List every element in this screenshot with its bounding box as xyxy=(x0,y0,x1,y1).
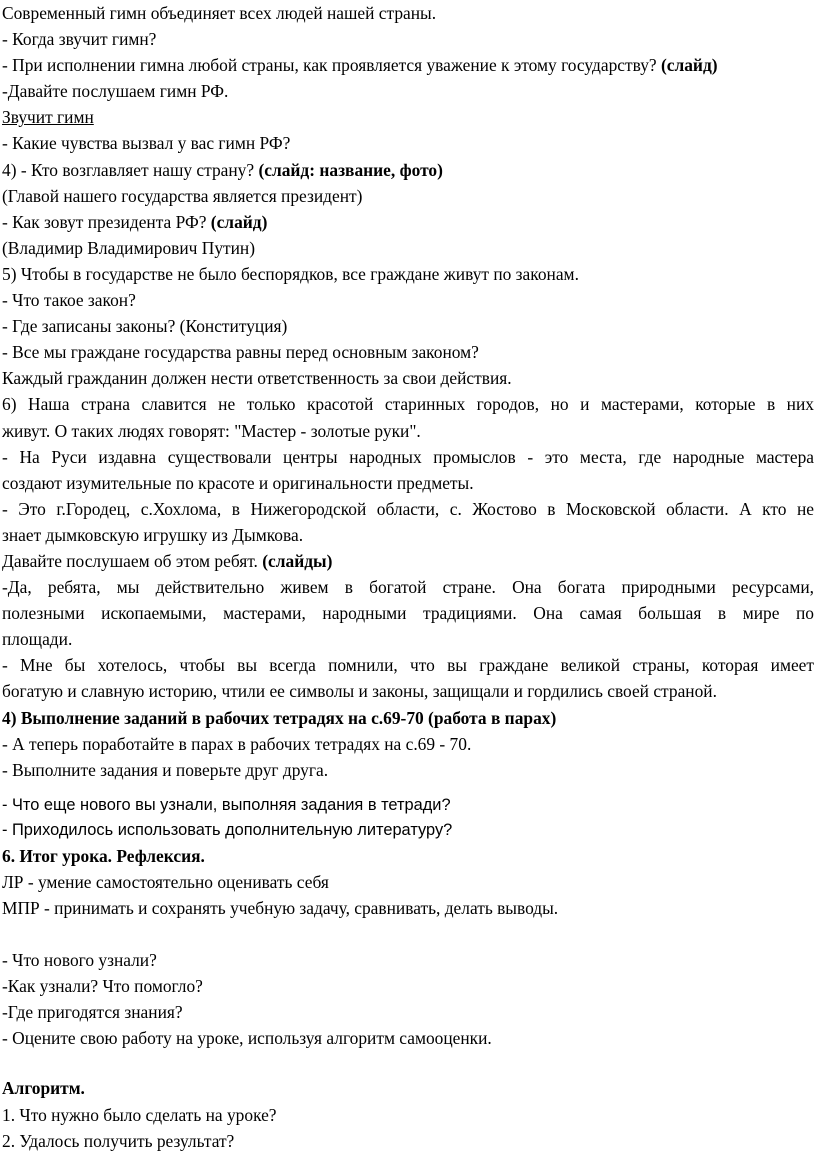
slide-note: (слайд) xyxy=(660,55,718,76)
section-heading: Алгоритм. xyxy=(2,1078,85,1099)
text-line: - Выполните задания и поверьте друг друга. xyxy=(2,759,329,780)
text-line xyxy=(2,52,814,78)
text-line: - Мне бы хотелось, чтобы вы всегда помнили, что вы граждане великой страны, которая имеет xyxy=(2,655,814,676)
text-line: - Все мы граждане государства равны перед основным законом? xyxy=(2,342,479,363)
text-line: 2. Удалось получить результат? xyxy=(2,1130,235,1151)
text-line: - Когда звучит гимн? xyxy=(2,29,157,50)
text-line: полезными ископаемыми, мастерами, народными традициями. Она самая большая в мире по xyxy=(2,603,814,624)
text-line: ЛР - умение самостоятельно оценивать себя xyxy=(2,871,329,892)
slide-note: (слайды) xyxy=(262,550,333,571)
text-line: - На Руси издавна существовали центры народных промыслов - это места, где народные мастера xyxy=(2,446,814,467)
text-line: - Оцените свою работу на уроке, используя алгоритм самооценки. xyxy=(2,1028,492,1049)
text-line: 6) Наша страна славится не только красотой старинных городов, но и мастерами, которые в них xyxy=(2,394,814,415)
text-line: -Где пригодятся знания? xyxy=(2,1002,183,1023)
line-text: - Как зовут президента РФ? xyxy=(2,211,211,232)
text-line xyxy=(2,548,814,574)
line-text: - При исполнении гимна любой страны, как проявляется уважение к этому государству? xyxy=(2,55,661,76)
text-line: богатую и славную историю, чтили ее символы и законы, защищали и гордились своей страной. xyxy=(2,681,717,702)
text-line: - А теперь поработайте в парах в рабочих тетрадях на с.69 - 70. xyxy=(2,733,472,754)
section-heading: 4) Выполнение заданий в рабочих тетрадях на с.69-70 (работа в парах) xyxy=(2,707,557,728)
section-heading: 6. Итог урока. Рефлексия. xyxy=(2,845,205,866)
paragraph-gap xyxy=(2,1051,814,1075)
text-line: МПР - принимать и сохранять учебную задачу, сравнивать, делать выводы. xyxy=(2,898,559,918)
text-line: -Давайте послушаем гимн РФ. xyxy=(2,81,229,102)
text-line: 5) Чтобы в государстве не было беспорядков, все граждане живут по законам. xyxy=(2,263,579,284)
text-line: площади. xyxy=(2,629,73,650)
slide-note: (слайд) xyxy=(210,211,268,232)
text-line: (Владимир Владимирович Путин) xyxy=(2,237,256,258)
text-line: - Это г.Городец, с.Хохлома, в Нижегородской области, с. Жостово в Московской области. А кто не xyxy=(2,498,814,519)
text-line: - Что такое закон? xyxy=(2,290,136,311)
text-line: Современный гимн объединяет всех людей нашей страны. xyxy=(2,3,437,23)
text-line: живут. О таких людях говорят: "Мастер - золотые руки". xyxy=(2,420,421,441)
text-line: - Что еще нового вы узнали, выполняя задания в тетради? xyxy=(2,795,451,814)
text-line: создают изумительные по красоте и оригинальности предметы. xyxy=(2,472,474,493)
paragraph-gap xyxy=(2,921,814,947)
text-line: - Где записаны законы? (Конституция) xyxy=(2,316,288,337)
text-line: - Приходилось использовать дополнительную литературу? xyxy=(2,820,453,839)
text-line: (Главой нашего государства является президент) xyxy=(2,185,363,206)
text-line: - Какие чувства вызвал у вас гимн РФ? xyxy=(2,133,291,154)
text-line xyxy=(2,157,814,183)
text-line: - Что нового узнали? xyxy=(2,950,157,971)
line-text: 4) - Кто возглавляет нашу страну? xyxy=(2,159,259,180)
paragraph-gap xyxy=(2,783,814,793)
slide-note: (слайд: название, фото) xyxy=(258,159,443,180)
text-line: Каждый гражданин должен нести ответственность за свои действия. xyxy=(2,368,512,389)
text-line: 1. Что нужно было сделать на уроке? xyxy=(2,1104,277,1125)
line-text: Давайте послушаем об этом ребят. xyxy=(2,550,263,571)
text-line: -Да, ребята, мы действительно живем в богатой стране. Она богата природными ресурсами, xyxy=(2,577,814,598)
text-line: знает дымковскую игрушку из Дымкова. xyxy=(2,524,304,545)
text-line xyxy=(2,209,814,235)
text-line: -Как узнали? Что помогло? xyxy=(2,976,203,997)
underlined-line: Звучит гимн xyxy=(2,107,94,128)
